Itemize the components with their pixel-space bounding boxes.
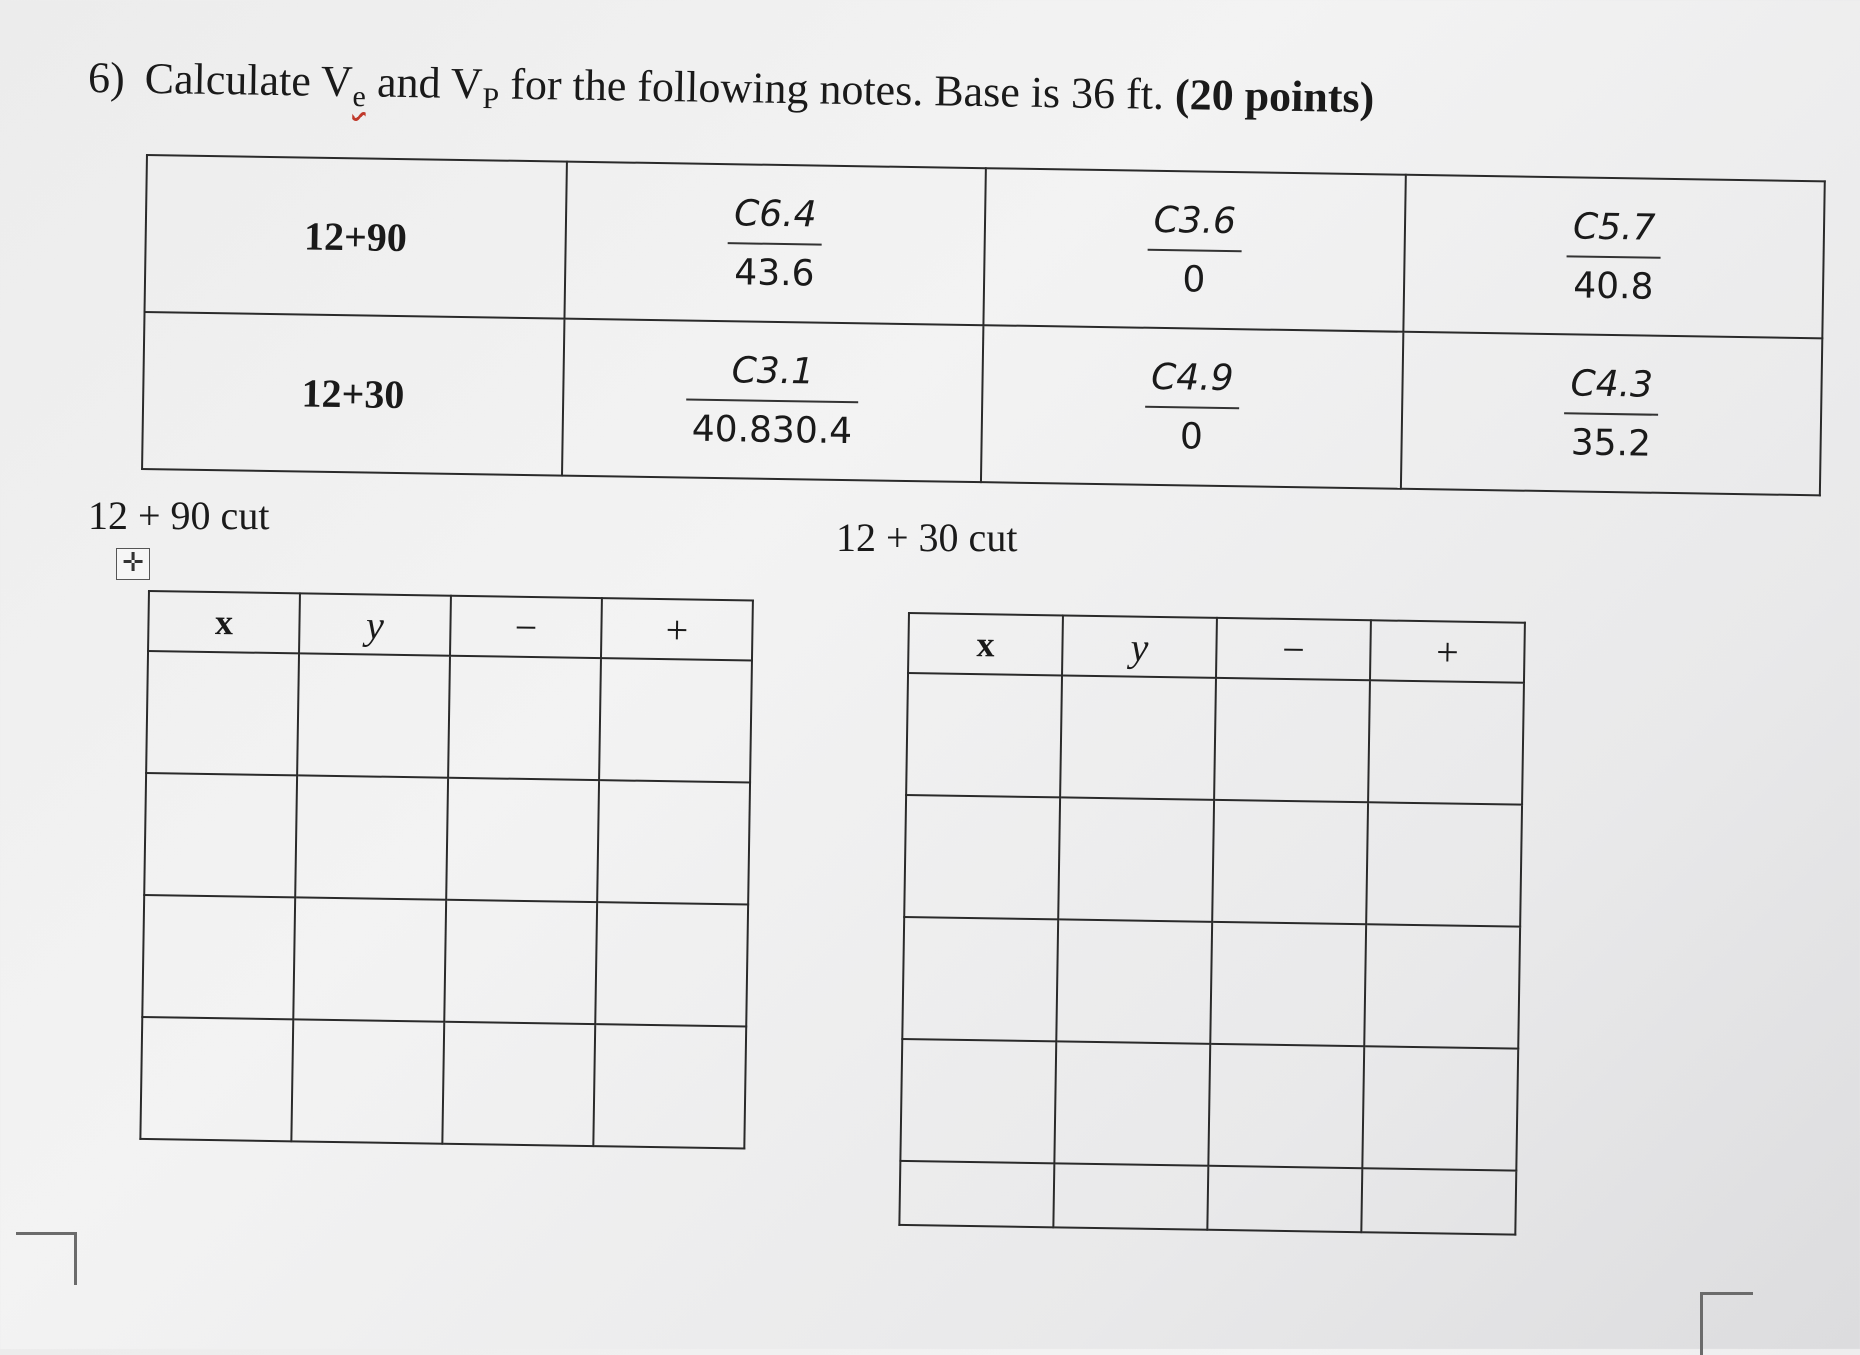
- table-header-row: [908, 613, 1525, 683]
- note-distance: 0: [1182, 258, 1206, 301]
- table-row: [904, 795, 1522, 927]
- table-cell[interactable]: [1056, 919, 1212, 1043]
- note-distance: 0: [1179, 415, 1204, 458]
- column-header-y: y: [1062, 615, 1217, 677]
- note-cut: C5.7: [1567, 206, 1662, 258]
- station-cell: [145, 155, 567, 319]
- center-note-cell: [983, 168, 1405, 332]
- question-number: 6): [87, 53, 126, 103]
- station-cell: [142, 312, 564, 476]
- table-row: [906, 673, 1524, 805]
- table-cell[interactable]: [446, 778, 599, 902]
- cross-section-notes-table: [141, 154, 1826, 496]
- table-cell[interactable]: [1060, 675, 1216, 799]
- table-cell[interactable]: [1053, 1163, 1208, 1229]
- table-row: [902, 917, 1520, 1049]
- question-text: [88, 52, 1375, 130]
- table-cell[interactable]: [906, 673, 1062, 797]
- station-label: 12+90: [303, 213, 408, 261]
- table-cell[interactable]: [295, 775, 448, 899]
- table-cell[interactable]: [904, 795, 1060, 919]
- column-header-x: x: [908, 613, 1063, 675]
- table-cell[interactable]: [597, 780, 750, 904]
- left-note-cell: [564, 162, 986, 326]
- question-points: (20 points): [1174, 70, 1375, 123]
- table-row: [900, 1039, 1518, 1171]
- table-cell[interactable]: [900, 1039, 1056, 1163]
- right-note: [1566, 206, 1662, 307]
- table-cell[interactable]: [1366, 802, 1522, 926]
- left-note-cell: [562, 319, 984, 483]
- table-cell[interactable]: [1361, 1168, 1516, 1234]
- center-note-cell: [981, 325, 1403, 489]
- notes-row: [145, 155, 1825, 338]
- table-header-row: [148, 591, 753, 660]
- table-cell[interactable]: [1208, 1044, 1364, 1168]
- table-cell[interactable]: [1054, 1041, 1210, 1165]
- table-cell[interactable]: [899, 1161, 1054, 1227]
- question-text-before: Calculate V: [144, 53, 354, 107]
- table-cell[interactable]: [595, 902, 748, 1026]
- page-corner-mark: [16, 1232, 77, 1285]
- table-cell[interactable]: [902, 917, 1058, 1041]
- table-cell[interactable]: [599, 658, 752, 782]
- question-text-after: for the following notes. Base is 36 ft.: [498, 59, 1176, 120]
- note-distance: 40.8: [1572, 264, 1654, 308]
- table-cell[interactable]: [291, 1019, 444, 1143]
- cut-table-12-30: [898, 612, 1526, 1236]
- note-distance: 43.6: [734, 251, 815, 295]
- note-distance: 40.830.4: [691, 408, 853, 452]
- note-cut: C4.3: [1564, 363, 1659, 415]
- table-move-handle-icon[interactable]: ✛: [116, 548, 150, 580]
- table-cell[interactable]: [444, 900, 597, 1024]
- right-note-cell: [1403, 175, 1825, 339]
- table-cell[interactable]: [1212, 800, 1368, 924]
- note-cut: C4.9: [1145, 356, 1240, 408]
- center-note: [1146, 199, 1242, 300]
- table-row: [899, 1161, 1516, 1235]
- right-note: [1563, 363, 1659, 464]
- column-header-minus: −: [1216, 618, 1371, 680]
- table-cell[interactable]: [442, 1022, 595, 1146]
- column-header-y: y: [299, 593, 451, 655]
- table-cell[interactable]: [448, 656, 601, 780]
- column-header-plus: +: [1370, 620, 1525, 682]
- table-row: [142, 895, 748, 1026]
- note-cut: C3.6: [1147, 199, 1242, 251]
- question-text-mid: and V: [365, 57, 484, 109]
- table-row: [140, 1017, 746, 1148]
- table-cell[interactable]: [140, 1017, 293, 1141]
- table-cell[interactable]: [142, 895, 295, 1019]
- table-cell[interactable]: [297, 653, 450, 777]
- note-cut: C6.4: [728, 193, 823, 245]
- table-row: [144, 773, 750, 904]
- cut-label-12-30: 12 + 30 cut: [836, 515, 1018, 560]
- notes-row: [142, 312, 1822, 495]
- left-note: [686, 349, 860, 452]
- table-cell[interactable]: [144, 773, 297, 897]
- station-label: 12+30: [301, 370, 405, 418]
- right-note-cell: [1400, 332, 1822, 496]
- table-cell[interactable]: [1214, 678, 1370, 802]
- table-cell[interactable]: [1058, 797, 1214, 921]
- subscript-p: P: [482, 81, 500, 116]
- column-header-plus: +: [601, 598, 753, 660]
- table-cell[interactable]: [1207, 1166, 1362, 1232]
- table-cell[interactable]: [1210, 922, 1366, 1046]
- cut-label-12-90: 12 + 90 cut: [88, 493, 270, 538]
- left-note: [727, 193, 823, 294]
- table-cell[interactable]: [593, 1024, 746, 1148]
- column-header-x: x: [148, 591, 300, 653]
- cut-table-12-90: [139, 590, 754, 1149]
- table-row: [146, 651, 752, 782]
- table-cell[interactable]: [293, 897, 446, 1021]
- center-note: [1144, 356, 1240, 457]
- note-cut: C3.1: [686, 349, 859, 403]
- table-cell[interactable]: [1362, 1046, 1518, 1170]
- table-cell[interactable]: [146, 651, 299, 775]
- table-cell[interactable]: [1368, 680, 1524, 804]
- column-header-minus: −: [450, 596, 602, 658]
- table-cell[interactable]: [1364, 924, 1520, 1048]
- subscript-e: e: [352, 79, 367, 114]
- note-distance: 35.2: [1570, 421, 1652, 465]
- page-corner-mark: [1700, 1292, 1753, 1355]
